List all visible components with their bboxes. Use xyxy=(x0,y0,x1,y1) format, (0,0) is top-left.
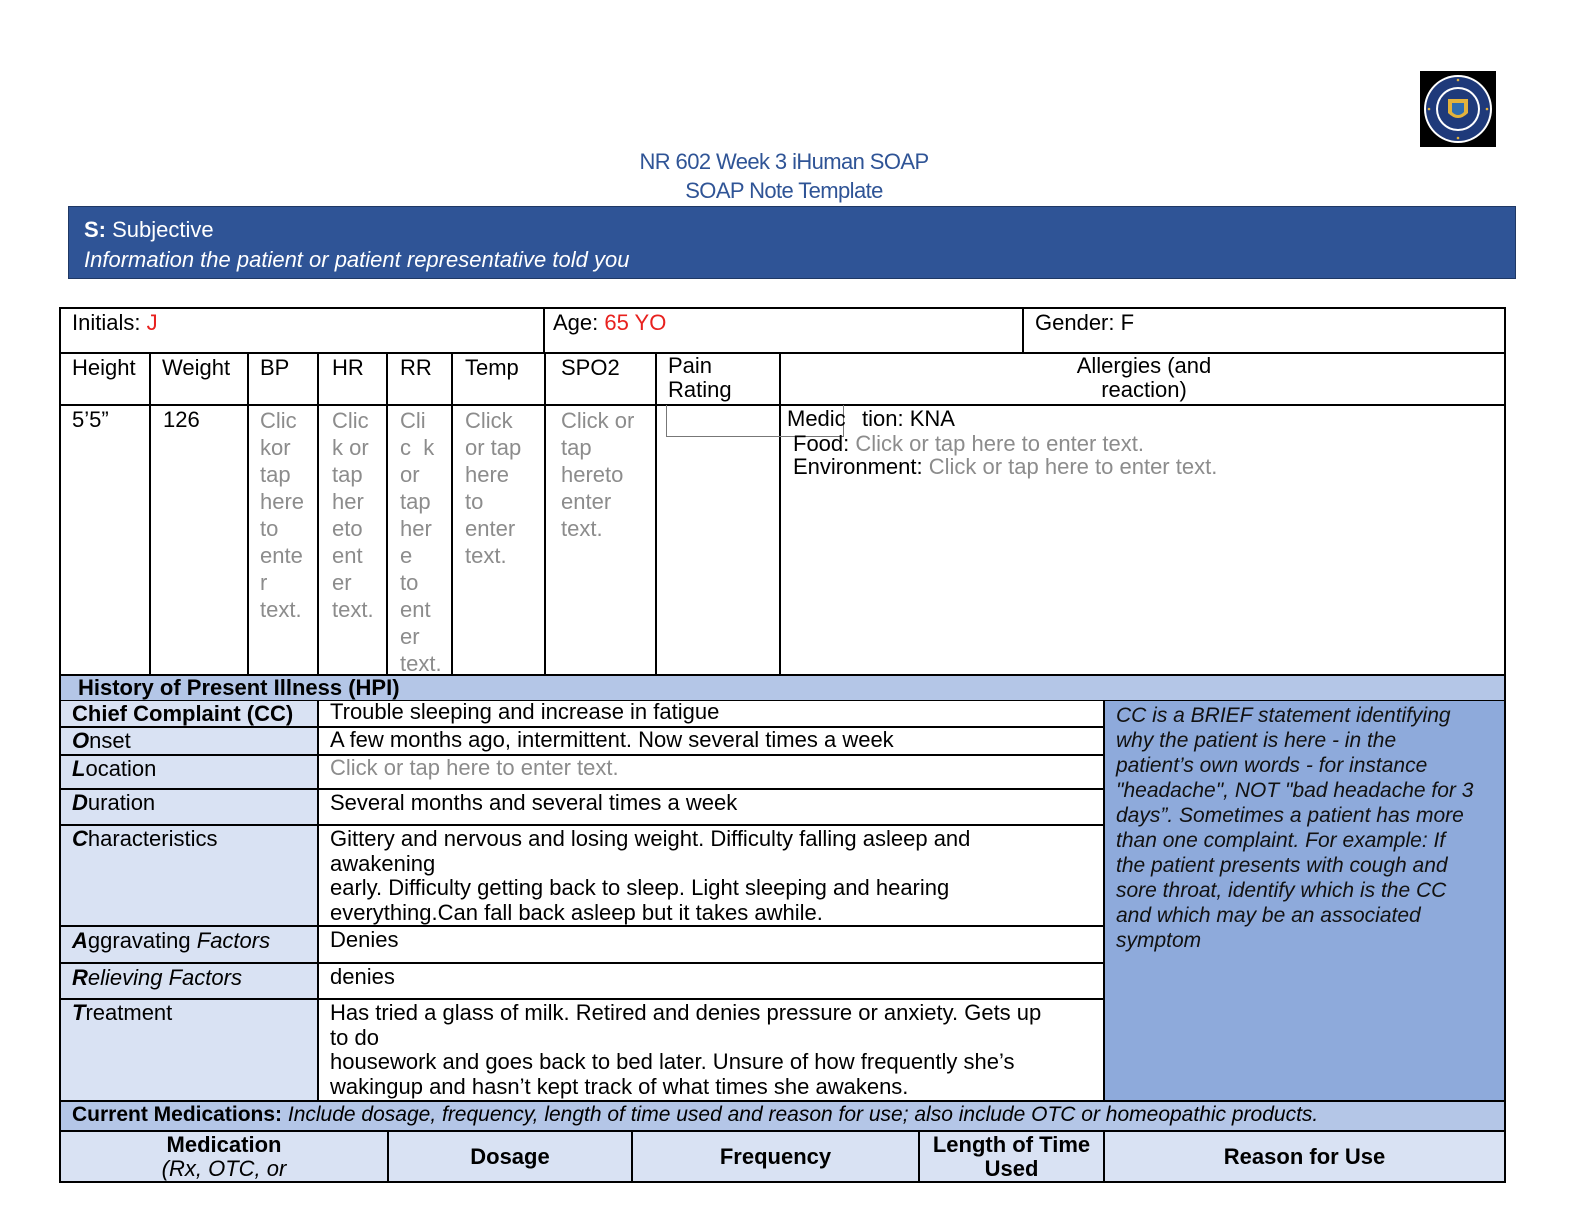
document-subtitle: SOAP Note Template xyxy=(685,178,883,203)
cc-note-line: days”. Sometimes a patient has more xyxy=(1116,804,1464,827)
weight-value[interactable]: 126 xyxy=(163,407,200,432)
cc-note-line: the patient presents with cough and xyxy=(1116,854,1448,877)
treatment-line: housework and goes back to bed later. Unsure of how frequently she’s xyxy=(330,1049,1015,1074)
relieving-letter: R xyxy=(72,965,88,990)
aggravating-factors-label xyxy=(72,929,270,953)
chief-complaint-label: Chief Complaint (CC) xyxy=(72,701,294,726)
aggravating-factors-value[interactable]: Denies xyxy=(330,927,399,952)
temp-header: Temp xyxy=(465,355,519,380)
cc-note-line: patient’s own words - for instance xyxy=(1116,754,1428,777)
spo2-header: SPO2 xyxy=(561,355,620,380)
onset-label xyxy=(72,729,131,753)
aggravating-label-rest: ggravating xyxy=(87,928,197,953)
cc-note-line: "headache", NOT "bad headache for 3 xyxy=(1116,779,1474,802)
subjective-heading: Subjective xyxy=(106,217,214,242)
cc-note-line: sore throat, identify which is the CC xyxy=(1116,879,1447,902)
treatment-label-rest: reatment xyxy=(85,1000,173,1025)
reason-for-use-column-header: Reason for Use xyxy=(1223,1144,1386,1169)
medication-allergy-part1: Medic xyxy=(787,406,846,431)
pain-header-line2: Rating xyxy=(668,377,732,402)
onset-letter: O xyxy=(72,728,90,753)
treatment-letter: T xyxy=(72,1000,86,1025)
treatment-line: Has tried a glass of milk. Retired and denies pressure or anxiety. Gets up xyxy=(330,1000,1042,1025)
allergies-header xyxy=(1050,354,1238,402)
length-col-line2: Used xyxy=(984,1156,1039,1181)
bp-input-placeholder[interactable]: Clic kor tap here to ente r text. xyxy=(260,408,305,622)
cc-note-line: symptom xyxy=(1116,929,1202,952)
location-label xyxy=(72,757,156,781)
medications-label: Current Medications: xyxy=(72,1103,283,1126)
aggravating-factors-word: Factors xyxy=(196,928,271,953)
rr-input-placeholder[interactable]: Cli c k or tap her e to ent er text. xyxy=(400,408,442,676)
cc-note-line: why the patient is here - in the xyxy=(1116,729,1397,752)
characteristics-line: everything.Can fall back asleep but it takes awhile. xyxy=(330,899,823,925)
food-allergy-field xyxy=(793,432,1144,456)
frequency-column-header: Frequency xyxy=(719,1144,832,1169)
dosage-column-header: Dosage xyxy=(470,1144,550,1169)
characteristics-line: awakening xyxy=(330,850,436,876)
duration-value[interactable]: Several months and several times a week xyxy=(330,790,738,815)
cc-note-line: and which may be an associated xyxy=(1116,904,1421,927)
medication-allergy-value[interactable]: tion: KNA xyxy=(862,406,955,431)
food-label: Food: xyxy=(793,431,856,456)
treatment-value[interactable] xyxy=(330,1001,1041,1099)
treatment-line: to do xyxy=(330,1024,379,1050)
environment-allergy-field xyxy=(793,455,1217,479)
hpi-section-title: History of Present Illness (HPI) xyxy=(78,675,400,700)
allergies-header-line2: reaction) xyxy=(1101,377,1187,402)
initials-label: Initials: xyxy=(72,310,147,335)
bp-header: BP xyxy=(260,355,290,380)
university-logo xyxy=(1420,71,1496,147)
length-col-line1: Length of Time xyxy=(932,1132,1091,1157)
subjective-letter: S: xyxy=(84,217,106,242)
relieving-label-rest: elieving Factors xyxy=(87,965,242,990)
cc-guidance-note xyxy=(1116,703,1501,953)
subjective-banner xyxy=(68,206,1516,279)
onset-label-rest: nset xyxy=(89,728,131,753)
age-value[interactable]: 65 YO xyxy=(604,310,667,335)
temp-input-placeholder[interactable]: Click or tap here to enter text. xyxy=(465,408,522,568)
medication-column-header xyxy=(61,1133,387,1181)
age-field xyxy=(553,309,666,336)
chamberlain-university-seal-icon xyxy=(1420,71,1496,147)
characteristics-label xyxy=(72,827,217,851)
document-title: NR 602 Week 3 iHuman SOAP xyxy=(639,149,929,174)
cc-note-line: than one complaint. For example: If xyxy=(1116,829,1446,852)
aggravating-letter: A xyxy=(72,928,88,953)
initials-value[interactable]: J xyxy=(146,310,158,335)
pain-header-line1: Pain xyxy=(668,353,713,378)
medication-col-title: Medication xyxy=(166,1132,282,1157)
weight-header: Weight xyxy=(162,355,231,380)
rr-header: RR xyxy=(400,355,432,380)
characteristics-value[interactable] xyxy=(330,827,970,925)
duration-letter: D xyxy=(72,790,88,815)
medications-instructions: Include dosage, frequency, length of time used and reason for use; also include OTC or homeopathic products. xyxy=(282,1103,1319,1126)
environment-allergy-input[interactable]: Click or tap here to enter text. xyxy=(928,454,1218,479)
height-value[interactable]: 5’5” xyxy=(72,407,109,432)
medication-col-subtitle: (Rx, OTC, or xyxy=(161,1156,287,1181)
environment-label: Environment: xyxy=(793,454,929,479)
location-input-placeholder[interactable]: Click or tap here to enter text. xyxy=(330,755,619,780)
treatment-line: wakingup and hasn’t kept track of what times she awakens. xyxy=(330,1073,909,1099)
location-label-rest: ocation xyxy=(85,756,157,781)
relieving-factors-label xyxy=(72,966,242,990)
characteristics-line: early. Difficulty getting back to sleep. Light sleeping and hearing xyxy=(330,875,950,900)
medications-section-header xyxy=(72,1103,1318,1127)
length-of-time-column-header xyxy=(920,1133,1103,1181)
characteristics-line: Gittery and nervous and losing weight. Difficulty falling asleep and xyxy=(330,826,971,851)
height-header: Height xyxy=(72,355,136,380)
hr-input-placeholder[interactable]: Clic k or tap her eto ent er text. xyxy=(332,408,374,622)
onset-value[interactable]: A few months ago, intermittent. Now several times a week xyxy=(330,727,894,752)
duration-label-rest: uration xyxy=(87,790,156,815)
treatment-label xyxy=(72,1001,172,1025)
subjective-subtitle: Information the patient or patient representative told you xyxy=(84,247,630,272)
location-letter: L xyxy=(72,756,86,781)
hr-header: HR xyxy=(332,355,364,380)
food-allergy-input[interactable]: Click or tap here to enter text. xyxy=(855,431,1144,456)
initials-field xyxy=(72,309,158,336)
duration-label xyxy=(72,791,155,815)
gender-field[interactable]: Gender: F xyxy=(1035,310,1135,335)
relieving-factors-value[interactable]: denies xyxy=(330,964,395,989)
age-label: Age: xyxy=(553,310,605,335)
spo2-input-placeholder[interactable]: Click or tap hereto enter text. xyxy=(561,408,635,541)
characteristics-letter: C xyxy=(72,826,88,851)
cc-note-line: CC is a BRIEF statement identifying xyxy=(1116,704,1451,727)
pain-rating-header xyxy=(668,354,732,402)
allergies-header-line1: Allergies (and xyxy=(1076,353,1212,378)
chief-complaint-value[interactable]: Trouble sleeping and increase in fatigue xyxy=(330,699,720,724)
characteristics-label-rest: haracteristics xyxy=(87,826,218,851)
